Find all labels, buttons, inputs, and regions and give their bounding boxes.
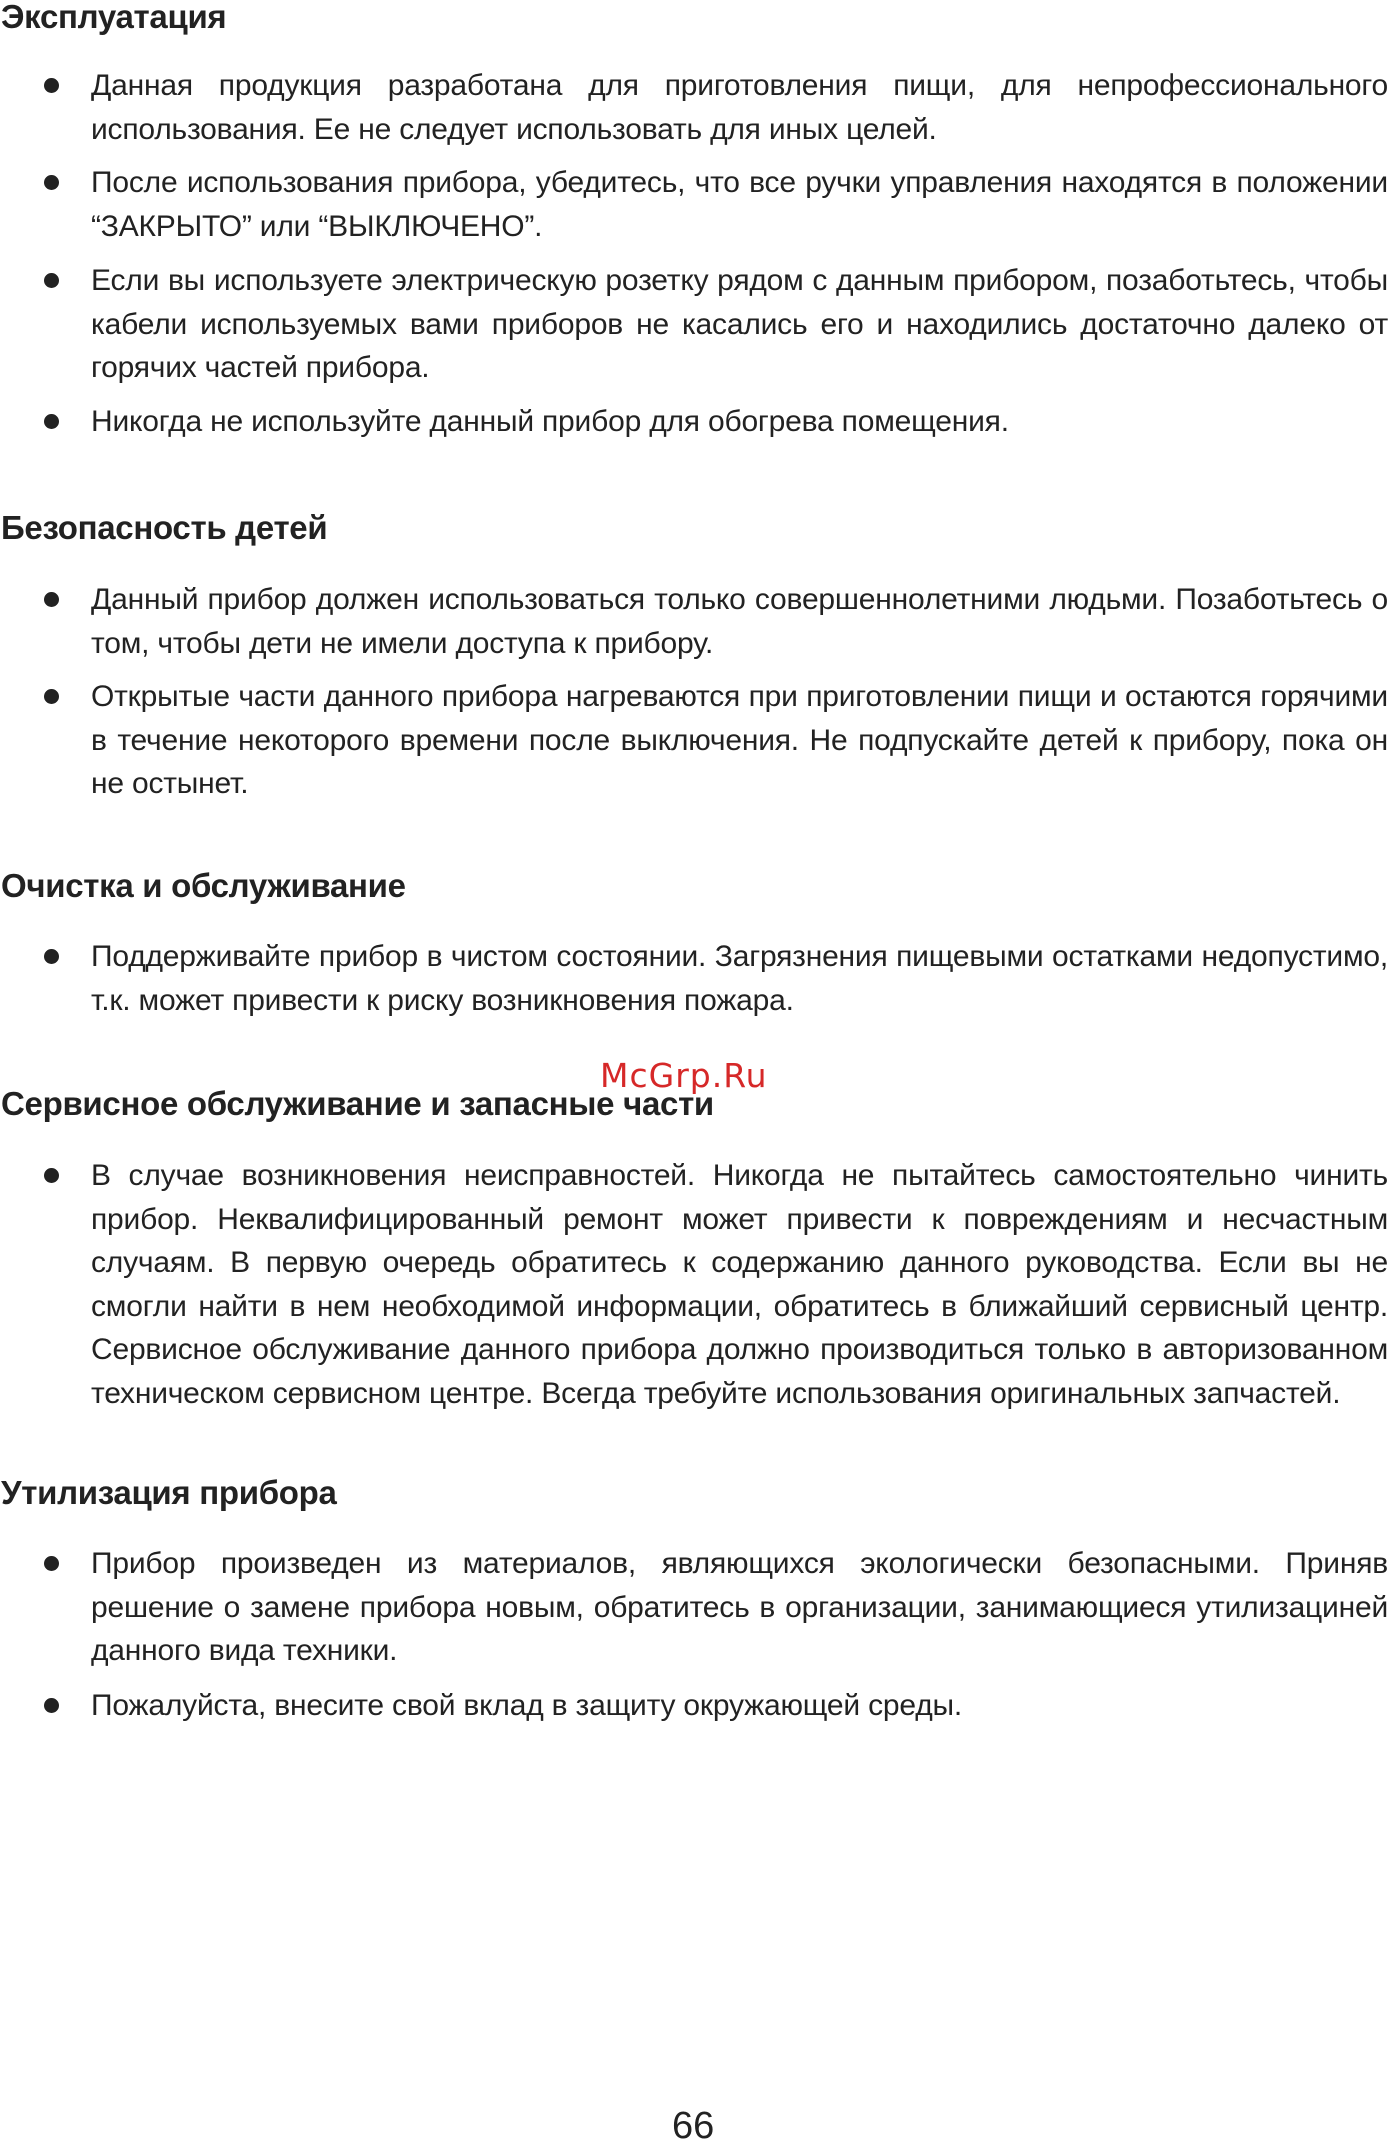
bullet-icon <box>44 1556 59 1571</box>
list-item-text: В случае возникновения неисправностей. Никогда не пытайтесь самостоятельно чинить прибор. Неквалифицированный ремонт может привести к повреждениям и несчастным случаям. В первую очередь обратитесь к содержанию данного руководства. Если вы не смогли найти в нем необходимой информации, обратитесь в ближайший сервисный центр. Сервисное обслуживание данного прибора должно производиться только в авторизованном техническом сервисном центре. Всегда требуйте использования оригинальных запчастей. <box>91 1159 1388 1410</box>
list-item-text: Никогда не используйте данный прибор для обогрева помещения. <box>91 405 1009 438</box>
list-item-text: Открытые части данного прибора нагреваются при приготовлении пищи и остаются горячими в течение некоторого времени после выключения. Не подпускайте детей к прибору, пока он не остынет. <box>91 680 1388 800</box>
bullet-icon <box>44 414 59 429</box>
section-title: Очистка и обслуживание <box>1 867 406 904</box>
bullet-icon <box>44 689 59 704</box>
bullet-icon <box>44 175 59 190</box>
list-item-text: Прибор произведен из материалов, являющихся экологически безопасными. Приняв решение о замене прибора новым, обратитесь в организации, занимающиеся утилизациней данного вида техники. <box>91 1547 1388 1667</box>
bullet-icon <box>44 78 59 93</box>
section-title: Эксплуатация <box>1 0 227 35</box>
section-title: Утилизация прибора <box>1 1474 337 1511</box>
bullet-icon <box>44 1698 59 1713</box>
bullet-icon <box>44 949 59 964</box>
watermark: McGrp.Ru <box>600 1056 768 1095</box>
bullet-icon <box>44 1168 59 1183</box>
list-item-text: Поддерживайте прибор в чистом состоянии. Загрязнения пищевыми остатками недопустимо, т.к. может привести к риску возникновения пожара. <box>91 940 1388 1017</box>
page-number: 66 <box>672 2105 715 2147</box>
bullet-icon <box>44 273 59 288</box>
list-item-text: Данная продукция разработана для приготовления пищи, для непрофессионального использования. Ее не следует использовать для иных целей. <box>91 69 1388 146</box>
list-item-text: Данный прибор должен использоваться только совершеннолетними людьми. Позаботьтесь о том, чтобы дети не имели доступа к прибору. <box>91 583 1388 660</box>
bullet-icon <box>44 592 59 607</box>
list-item-text: Пожалуйста, внесите свой вклад в защиту окружающей среды. <box>91 1689 963 1722</box>
section-title: Сервисное обслуживание и запасные части <box>1 1085 714 1122</box>
section-title: Безопасность детей <box>1 509 328 546</box>
list-item-text: После использования прибора, убедитесь, что все ручки управления находятся в положении “ЗАКРЫТО” или “ВЫКЛЮЧЕНО”. <box>91 166 1388 243</box>
list-item-text: Если вы используете электрическую розетку рядом с данным прибором, позаботьтесь, чтобы кабели используемых вами приборов не касались его и находились достаточно далеко от горячих частей прибора. <box>91 264 1388 384</box>
